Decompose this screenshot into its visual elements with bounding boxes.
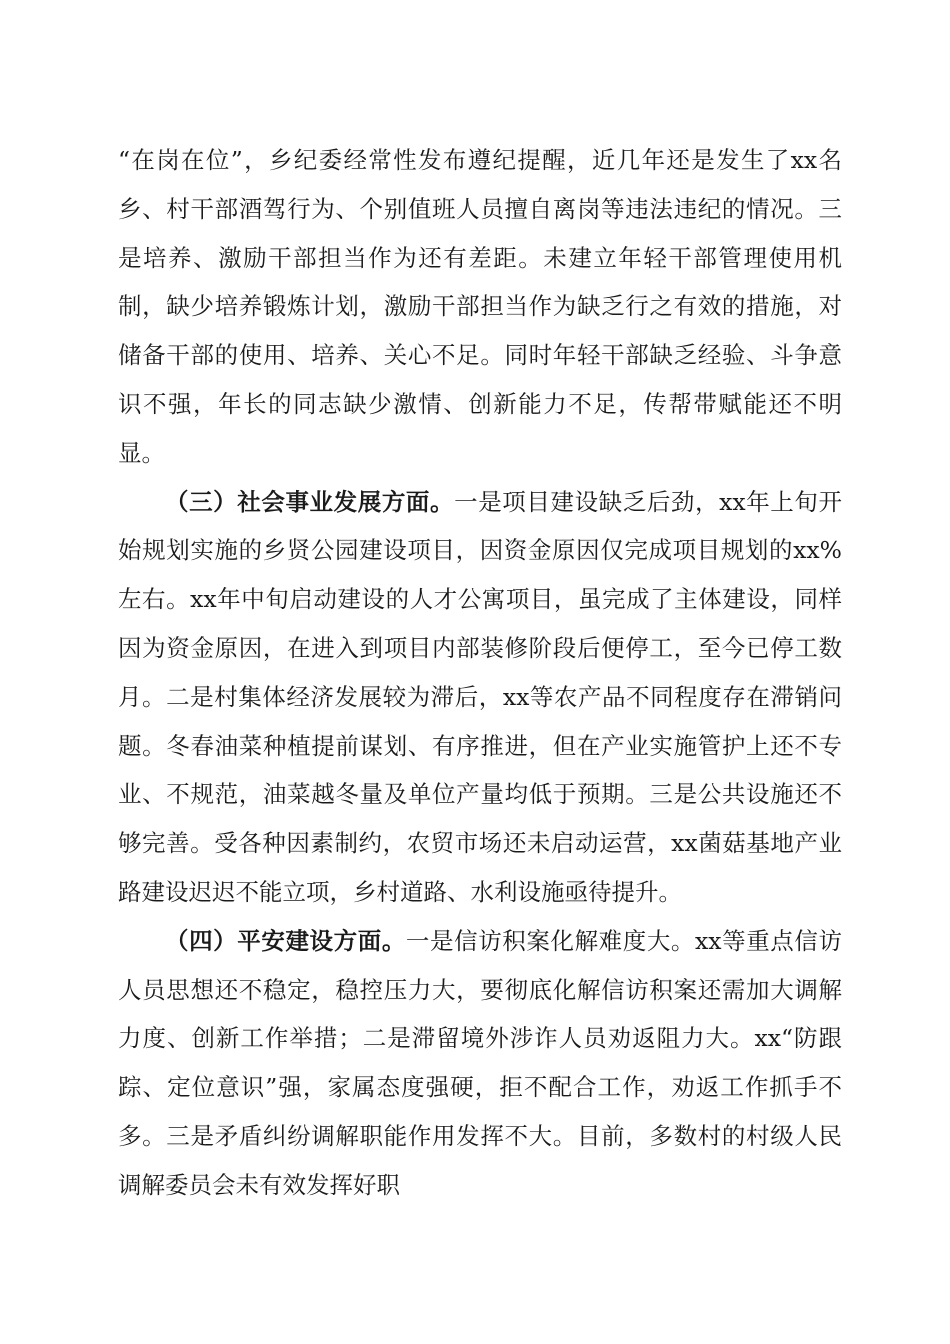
- paragraph-social-affairs: [118, 478, 842, 917]
- paragraph-continued: [118, 136, 842, 478]
- document-page: [118, 136, 842, 1210]
- section-heading-4: （四）平安建设方面。: [165, 926, 406, 955]
- paragraph-text: “在岗在位”，乡纪委经常性发布遵纪提醒，近几年还是发生了xx名乡、村干部酒驾行为、个别值班人员擅自离岗等违法违纪的情况。三是培养、激励干部担当作为还有差距。未建立年轻干部管理使用机制，缺少培养锻炼计划，激励干部担当作为缺乏行之有效的措施，对储备干部的使用、培养、关心不足。同时年轻干部缺乏经验、斗争意识不强，年长的同志缺少激情、创新能力不足，传帮带赋能还不明显。: [118, 146, 842, 467]
- paragraph-public-safety: [118, 917, 842, 1210]
- paragraph-text: 一是信访积案化解难度大。xx等重点信访人员思想还不稳定，稳控压力大，要彻底化解信访积案还需加大调解力度、创新工作举措；二是滞留境外涉诈人员劝返阻力大。xx“防跟踪、定位意识”强，家属态度强硬，拒不配合工作，劝返工作抓手不多。三是矛盾纠纷调解职能作用发挥不大。目前，多数村的村级人民调解委员会未有效发挥好职: [118, 926, 842, 1199]
- paragraph-text: 一是项目建设缺乏后劲，xx年上旬开始规划实施的乡贤公园建设项目，因资金原因仅完成项目规划的xx%左右。xx年中旬启动建设的人才公寓项目，虽完成了主体建设，同样因为资金原因，在进入到项目内部装修阶段后便停工，至今已停工数月。二是村集体经济发展较为滞后，xx等农产品不同程度存在滞销问题。冬春油菜种植提前谋划、有序推进，但在产业实施管护上还不专业、不规范，油菜越冬量及单位产量均低于预期。三是公共设施还不够完善。受各种因素制约，农贸市场还未启动运营，xx菌菇基地产业路建设迟迟不能立项，乡村道路、水利设施亟待提升。: [118, 487, 842, 906]
- section-heading-3: （三）社会事业发展方面。: [165, 487, 455, 516]
